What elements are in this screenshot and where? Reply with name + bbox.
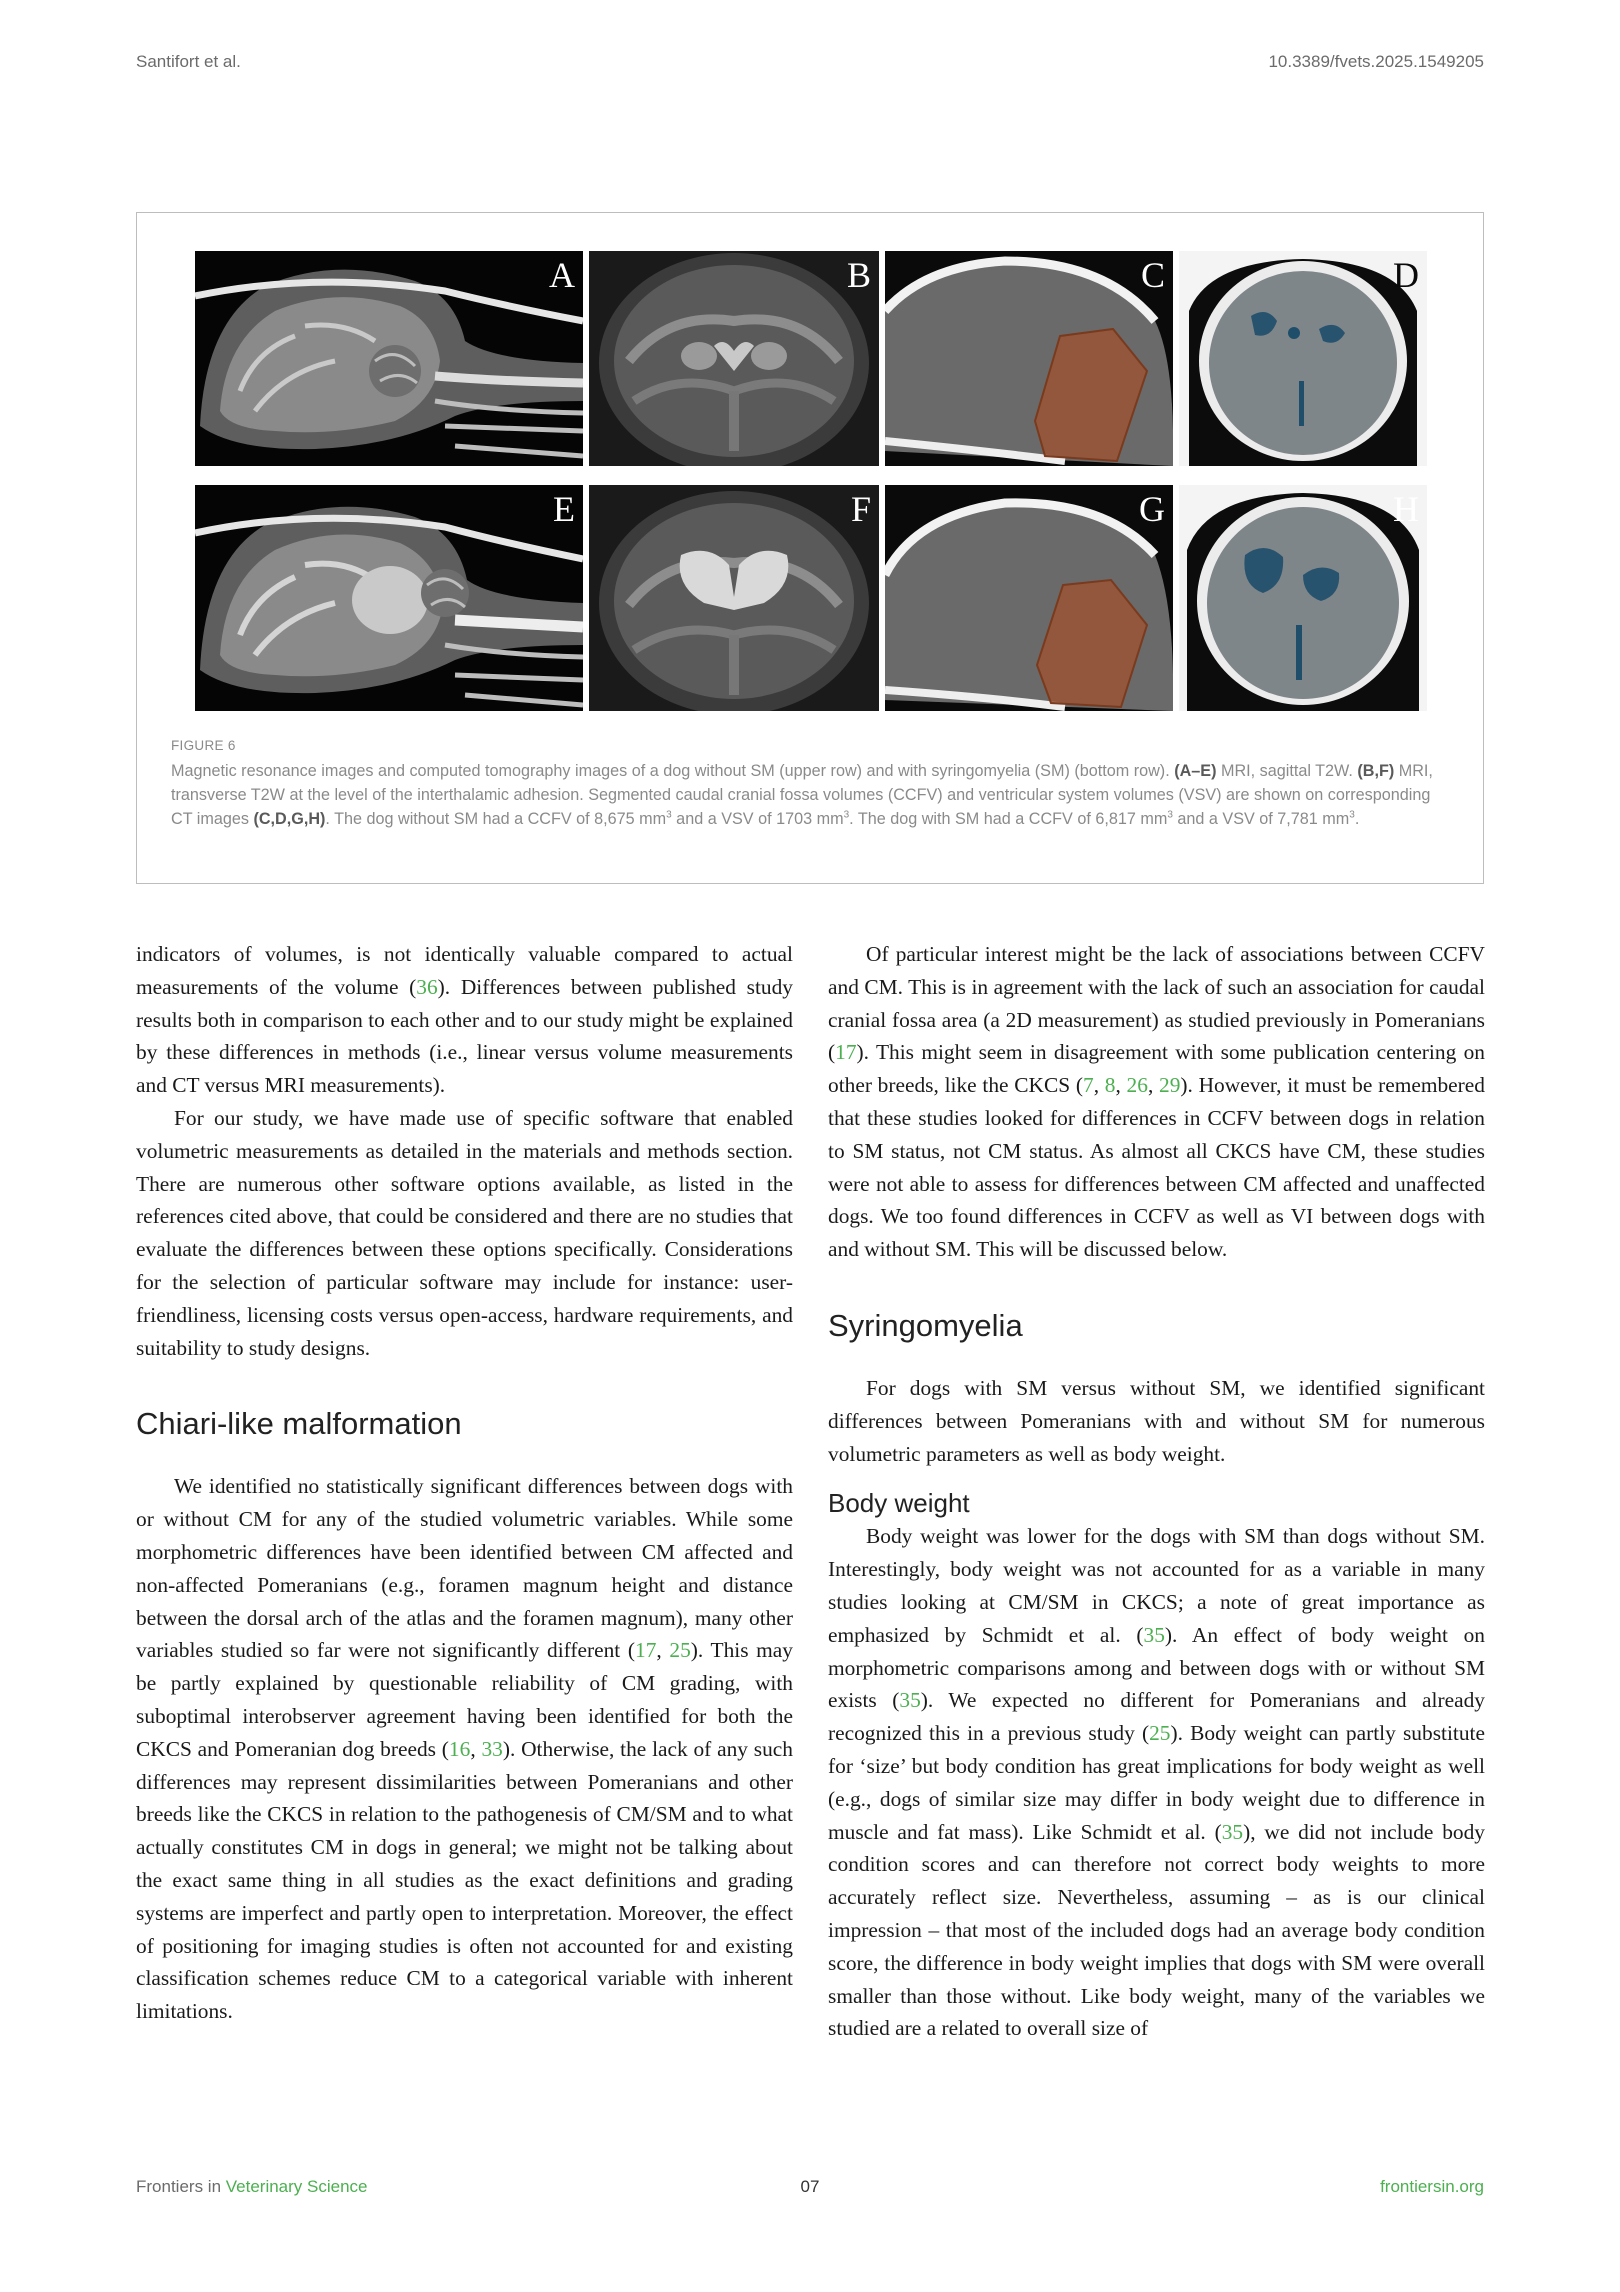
- paragraph: For dogs with SM versus without SM, we identified significant differences between Pomeranians with and without SM for numerous volumetric parameters as well as body weight.: [828, 1375, 1485, 1466]
- footer-page-number: 07: [800, 2177, 820, 2196]
- ct-transverse-image: [1179, 251, 1427, 466]
- panel-letter-d: D: [1393, 255, 1419, 295]
- paragraph: For our study, we have made use of specific software that enabled volumetric measurements as detailed in the materials and methods section. There are numerous other software options available, as listed in the references cited above, that could be considered and there are no studies that evaluate the differences between these options specifically. Considerations for the selection of particular software may include for instance: user-friendliness, licensing costs versus open-access, hardware requirements, and suitability to study designs.: [136, 1105, 793, 1360]
- paragraph: indicators of volumes, is not identically valuable compared to actual measurements of the volume (36). Differences between published study results both in comparison to each other and to our study might be explained by these differences in methods (i.e., linear versus volume measurements and CT versus MRI measurements).: [136, 942, 793, 1098]
- panel-g-ct-sagittal: [885, 485, 1173, 711]
- citation-link[interactable]: 35: [899, 1688, 921, 1713]
- subheading-body-weight: Body weight: [828, 1488, 970, 1519]
- mri-transverse-image: [589, 251, 879, 466]
- panel-letter-g: G: [1139, 489, 1165, 529]
- citation-link[interactable]: 17: [635, 1638, 657, 1663]
- citation-link[interactable]: 33: [481, 1736, 503, 1761]
- panel-c-ct-sagittal: [885, 251, 1173, 466]
- ct-sagittal-image: [885, 485, 1173, 711]
- journal-link[interactable]: Veterinary Science: [225, 2177, 368, 2196]
- mri-sagittal-image: [195, 485, 583, 711]
- citation-link[interactable]: 25: [1149, 1721, 1171, 1746]
- mri-transverse-image: [589, 485, 879, 711]
- panel-b-mri-transverse: [589, 251, 879, 466]
- paragraph: We identified no statistically significant differences between dogs with or without CM for any of the studied volumetric variables. While some morphometric differences have been identified between CM affected and non-affected Pomeranians (e.g., foramen magnum height and distance between the dorsal arch of the atlas and the foramen magnum), many other variables studied so far were not significantly different (17, 25). This may be partly explained by questionable reliability of CM grading, with suboptimal interobserver agreement having been identified for both the CKCS and Pomeranian dog breeds (16, 33). Otherwise, the lack of any such differences may represent dissimilarities between Pomeranians and other breeds like the CKCS in relation to the pathogenesis of CM/SM and to what actually constitutes CM in dogs in general; we might not be talking about the exact same thing in all studies as the exact definitions and grading systems are imperfect and partly open to interpretation. Moreover, the effect of positioning for imaging studies is often not accounted for and existing classification schemes reduce CM to a categorical variable with inherent limitations.: [136, 1474, 793, 2024]
- running-head-authors: Santifort et al.: [136, 52, 241, 71]
- right-column: [828, 938, 1485, 2045]
- panel-letter-h: H: [1393, 489, 1419, 529]
- citation-link[interactable]: 36: [416, 974, 438, 999]
- citation-link[interactable]: 29: [1159, 1073, 1181, 1098]
- citation-link[interactable]: 17: [835, 1040, 857, 1065]
- citation-link[interactable]: 7: [1082, 1073, 1094, 1098]
- panel-a-mri-sagittal: [195, 251, 583, 466]
- paragraph: Of particular interest might be the lack of associations between CCFV and CM. This is in agreement with the lack of such an association for caudal cranial fossa area (a 2D measurement) as studied previously in Pomeranians (17). This might seem in disagreement with some publication centering on other breeds, like the CKCS (7, 8, 26, 29). However, it must be remembered that these studies looked for differences in CCFV between dogs in relation to SM status, not CM status. As almost all CKCS have CM, these studies were not able to assess for differences between CM affected and unaffected dogs. We too found differences in CCFV as well as VI between dogs with and without SM. This will be discussed below.: [828, 942, 1485, 1262]
- panel-letter-e: E: [553, 489, 575, 529]
- mri-sagittal-image: [195, 251, 583, 466]
- panel-e-mri-sagittal: [195, 485, 583, 711]
- citation-link[interactable]: 35: [1143, 1622, 1165, 1647]
- panel-f-mri-transverse: [589, 485, 879, 711]
- figure-caption-text: Magnetic resonance images and computed tomography images of a dog without SM (upper row) and with syringomyelia (SM) (bottom row). (A–E) MRI, sagittal T2W. (B,F) MRI, transverse T2W at the level of the interthalamic adhesion. Segmented caudal cranial fossa volumes (CCFV) and ventricular system volumes (VSV) are shown on corresponding CT images (C,D,G,H). The dog without SM had a CCFV of 8,675 $mm^3$ and a VSV of 1703 $mm^3$. The dog with SM had a CCFV of 6,817 $mm^3$ and a VSV of 7,781 $mm^3$.: [171, 762, 1433, 828]
- panel-h-ct-transverse: [1179, 485, 1427, 711]
- citation-link[interactable]: 8: [1104, 1073, 1116, 1098]
- section-heading-chiari: Chiari-like malformation: [136, 1406, 462, 1442]
- citation-link[interactable]: 35: [1221, 1819, 1244, 1844]
- figure-6: [136, 212, 1484, 884]
- panel-d-ct-transverse: [1179, 251, 1427, 466]
- paragraph: Body weight was lower for the dogs with SM than dogs without SM. Interestingly, body weight was not accounted for as a variable in many studies looking at CM/SM in CKCS; a note of great importance as emphasized by Schmidt et al. (35). An effect of body weight on morphometric comparisons among and between dogs with or without SM exists (35). We expected no different for Pomeranians and already recognized this in a previous study (25). Body weight can partly substitute for ‘size’ but body condition has great implications for body weight as well (e.g., dogs of similar size may differ in body weight due to difference in muscle and fat mass). Like Schmidt et al. (35), we did not include body condition scores and can therefore not correct body weights to more accurately reflect size. Nevertheless, assuming – as is our clinical impression – that most of the included dogs had an average body condition score, the difference in body weight implies that dogs with SM were overall smaller than those without. Like body weight, many of the variables we studied are a related to overall size of: [828, 1524, 1486, 2041]
- panel-letter-b: B: [846, 255, 871, 295]
- citation-link[interactable]: 25: [669, 1638, 691, 1663]
- ct-transverse-image: [1179, 485, 1427, 711]
- panel-letter-c: C: [1140, 255, 1165, 295]
- citation-link[interactable]: 16: [448, 1736, 471, 1761]
- ct-sagittal-image: [885, 251, 1173, 466]
- footer-journal: Frontiers in Veterinary Science: [136, 2177, 368, 2196]
- footer-site-link[interactable]: frontiersin.org: [1380, 2177, 1484, 2196]
- running-head-doi[interactable]: 10.3389/fvets.2025.1549205: [1268, 52, 1484, 71]
- left-column: [136, 938, 793, 2028]
- figure-label: FIGURE 6: [171, 738, 236, 753]
- section-heading-syringomyelia: Syringomyelia: [828, 1307, 1023, 1343]
- panel-letter-a: A: [549, 255, 575, 295]
- figure-caption: [171, 738, 1451, 831]
- citation-link[interactable]: 26: [1126, 1073, 1148, 1098]
- panel-letter-f: F: [850, 489, 871, 529]
